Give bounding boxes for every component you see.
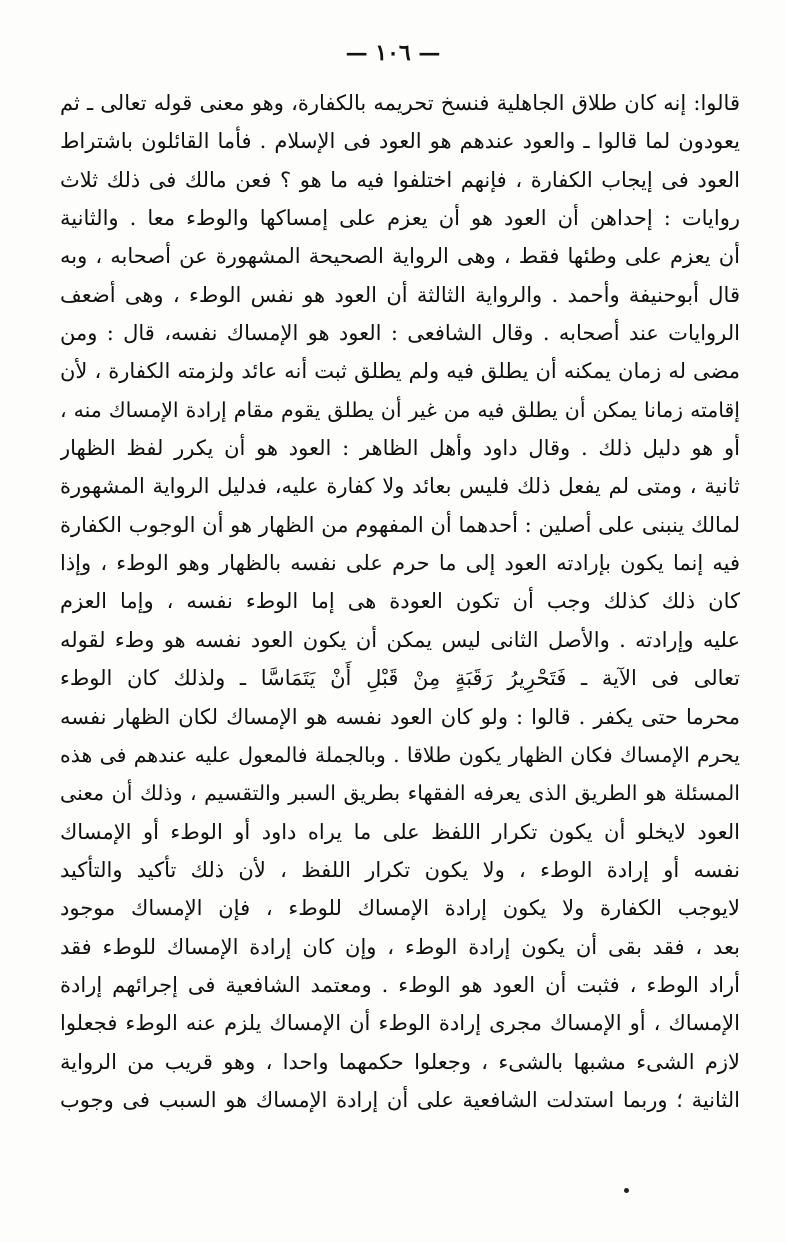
text-line: بعد ، فقد بقى أن يكون إرادة الوطء ، وإن كان إرادة الإمساك للوطء فقد: [60, 934, 740, 959]
text-line: العود لايخلو أن يكون تكرار اللفظ على ما يراه داود أو الوطء أو الإمساك: [60, 819, 740, 844]
page-body-text: [60, 84, 740, 1119]
page-number: — ١٠٦ —: [345, 40, 441, 66]
text-line: نفسه أو إرادة الوطء ، ولا يكون تكرار اللفظ ، لأن ذلك تأكيد والتأكيد: [60, 857, 740, 882]
text-line: قال أبوحنيفة وأحمد . والرواية الثالثة أن العود هو نفس الوطء ، وهى أضعف: [60, 282, 740, 307]
text-line: الثانية ؛ وربما استدلت الشافعية على أن إرادة الإمساك هو السبب فى وجوب: [60, 1087, 740, 1112]
text-line: مضى له زمان يمكنه أن يطلق فيه ولم يطلق ثبت أنه عائد ولزمته الكفارة ، لأن: [60, 359, 740, 384]
text-line: عليه وإرادته . والأصل الثانى ليس يمكن أن يكون العود نفسه هو وطء لقوله: [60, 627, 740, 652]
text-line: يحرم الإمساك فكان الظهار يكون طلاقا . وبالجملة فالمعول عليه عندهم فى هذه: [60, 742, 740, 767]
text-line: إقامته زمانا يمكن أن يطلق فيه من غير أن يطلق يقوم مقام إرادة الإمساك منه ،: [60, 397, 740, 422]
text-line: العود فى إيجاب الكفارة ، فإنهم اختلفوا فيه ما هو ؟ فعن مالك فى ذلك ثلاث: [60, 167, 740, 192]
text-line: المسئلة هو الطريق الذى يعرفه الفقهاء بطريق السبر والتقسيم ، وذلك أن معنى: [60, 781, 740, 806]
text-line: الإمساك ، أو الإمساك مجرى إرادة الوطء أن الإمساك يلزم عنه الوطء فجعلوا: [60, 1011, 740, 1036]
text-line: فيه إنما يكون بإرادته العود إلى ما حرم على نفسه بالظهار وهو الوطء ، وإذا: [60, 551, 740, 576]
text-line: لايوجب الكفارة ولا يكون إرادة الإمساك للوطء ، فإن الإمساك موجود: [60, 896, 740, 921]
text-line: لمالك ينبنى على أصلين : أحدهما أن المفهوم من الظهار هو أن الوجوب الكفارة: [60, 512, 740, 537]
text-line: أراد الوطء ، فثبت أن العود هو الوطء . ومعتمد الشافعية فى إجرائهم إرادة: [60, 972, 740, 997]
text-line: محرما حتى يكفر . قالوا : ولو كان العود نفسه هو الإمساك لكان الظهار نفسه: [60, 704, 740, 729]
text-line: كان ذلك كذلك وجب أن تكون العودة هى إما الوطء نفسه ، وإما العزم: [60, 589, 740, 614]
text-line: أو هو دليل ذلك . وقال داود وأهل الظاهر : العود هو أن يكرر لفظ الظهار: [60, 436, 740, 461]
text-line: الروايات عند أصحابه . وقال الشافعى : العود هو الإمساك نفسه، قال : ومن: [60, 321, 740, 346]
text-line: يعودون لما قالوا ـ والعود عندهم هو العود فى الإسلام . فأما القائلون باشتراط: [60, 129, 740, 154]
text-line: أن يعزم على وطئها فقط ، وهى الرواية الصحيحة المشهورة عن أصحابه ، وبه: [60, 244, 740, 269]
text-line: روايات : إحداهن أن العود هو أن يعزم على إمساكها والوطء معا . والثانية: [60, 206, 740, 231]
text-line: ثانية ، ومتى لم يفعل ذلك فليس بعائد ولا كفارة عليه، فدليل الرواية المشهورة: [60, 474, 740, 499]
quran-verse-line: تعالى فى الآية ـ فَتَحْرِيرُ رَقَبَةٍ مِنْ قَبْلِ أَنْ يَتَمَاسَّا ـ ولذلك كان الوطء: [60, 666, 740, 691]
print-speck: [624, 1188, 629, 1193]
text-line: لازم الشىء مشبها بالشىء ، وجعلوا حكمهما واحدا ، وهو قريب من الرواية: [60, 1049, 740, 1074]
text-line: قالوا: إنه كان طلاق الجاهلية فنسخ تحريمه بالكفارة، وهو معنى قوله تعالى ـ ثم: [60, 91, 740, 115]
